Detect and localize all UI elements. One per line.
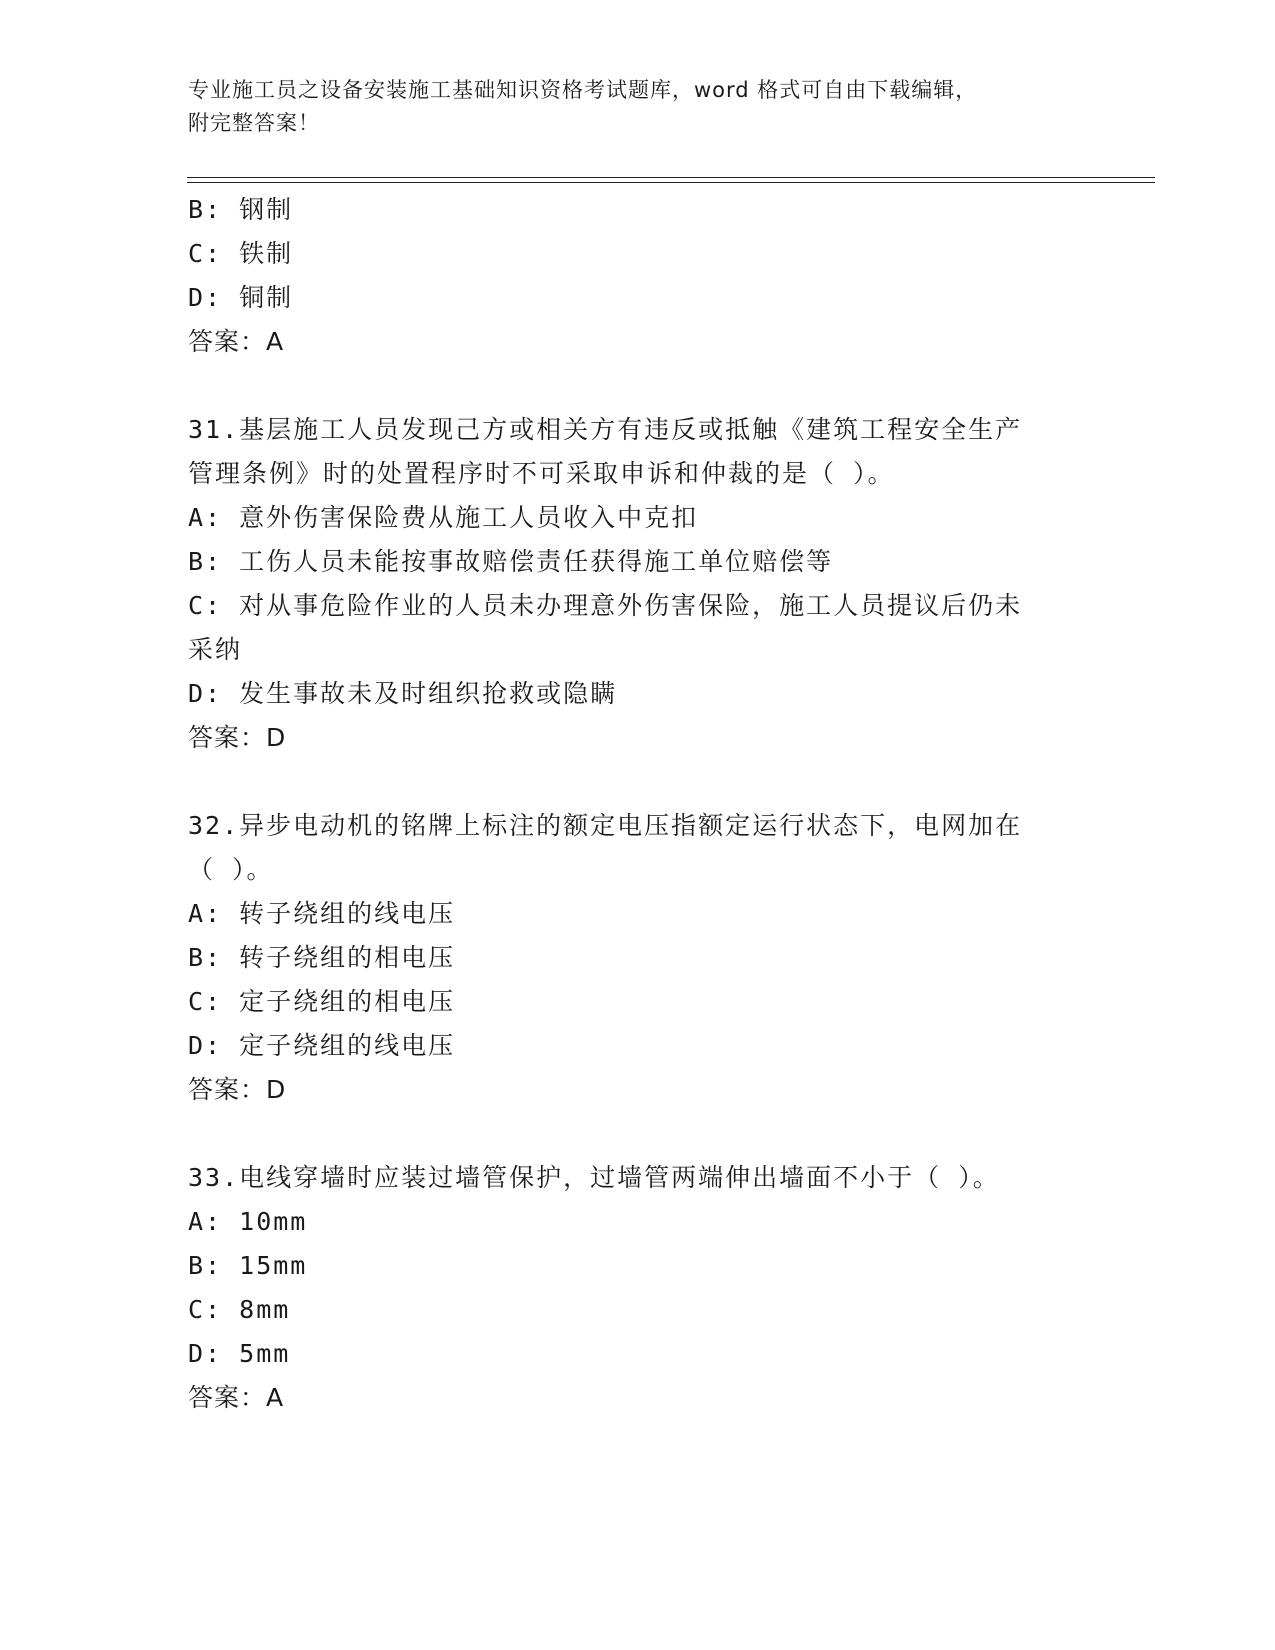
question-31-option-d: D: 发生事故未及时组织抢救或隐瞒 [188,679,618,708]
question-32-option-c: C: 定子绕组的相电压 [188,987,456,1016]
question-32-stem-1: 32.异步电动机的铭牌上标注的额定电压指额定运行状态下，电网加在 [188,811,1023,840]
question-32-answer: 答案：D [188,1075,287,1104]
option-b: B: 钢制 [188,195,294,224]
question-31-option-a: A: 意外伤害保险费从施工人员收入中克扣 [188,503,699,532]
question-33-option-b: B: 15mm [188,1251,308,1280]
question-31-stem-1: 31.基层施工人员发现己方或相关方有违反或抵触《建筑工程安全生产 [188,415,1023,444]
question-32-stem-2: （ ）。 [188,855,274,884]
option-c: C: 铁制 [188,239,294,268]
question-33-option-d: D: 5mm [188,1339,291,1368]
header-rule-top [187,177,1155,178]
option-d: D: 铜制 [188,283,294,312]
question-31-option-b: B: 工伤人员未能按事故赔偿责任获得施工单位赔偿等 [188,547,834,576]
question-31-option-c-cont: 采纳 [188,635,243,664]
question-31-option-c: C: 对从事危险作业的人员未办理意外伤害保险，施工人员提议后仍未 [188,591,1023,620]
question-33-answer: 答案：A [188,1383,285,1412]
question-33-stem-1: 33.电线穿墙时应装过墙管保护，过墙管两端伸出墙面不小于（ ）。 [188,1163,1000,1192]
question-33-option-c: C: 8mm [188,1295,291,1324]
question-32-option-d: D: 定子绕组的线电压 [188,1031,456,1060]
header-rule-bottom [187,182,1155,183]
question-32-option-b: B: 转子绕组的相电压 [188,943,456,972]
question-32-option-a: A: 转子绕组的线电压 [188,899,456,928]
document-header [188,74,1088,140]
question-31-answer: 答案：D [188,723,287,752]
header-line-2: 附完整答案！ [188,111,320,135]
question-33-option-a: A: 10mm [188,1207,308,1236]
question-31-stem-2: 管理条例》时的处置程序时不可采取申诉和仲裁的是（ ）。 [188,459,895,488]
answer: 答案：A [188,327,285,356]
header-line-1: 专业施工员之设备安装施工基础知识资格考试题库，word 格式可自由下载编辑， [188,78,978,102]
